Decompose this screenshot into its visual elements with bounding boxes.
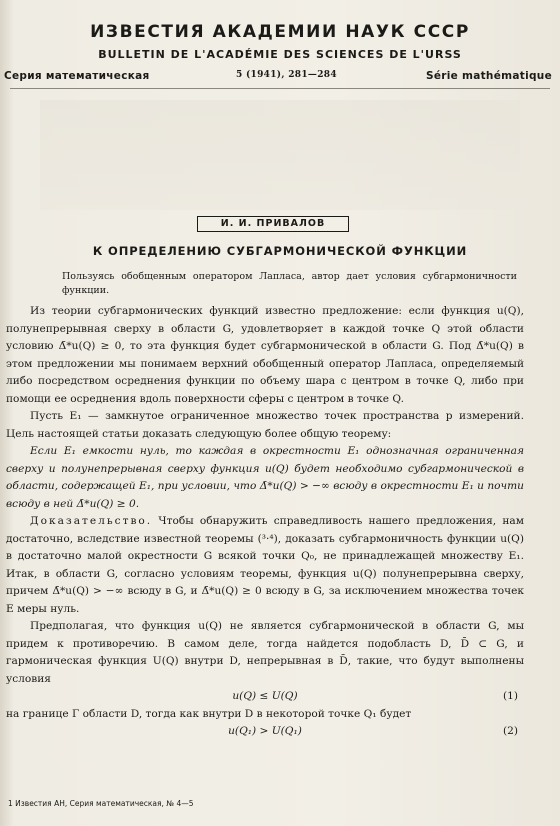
equation-1-number: (1) [502, 690, 518, 702]
paragraph-proof [6, 513, 524, 618]
paragraph-intro: Из теории субгармонических функций известно предложение: если функция u(Q), полунепрерывная сверху в области G, удовлетворяет в каждой точке Q этой области условию Δ̄*u(Q) ≥ 0, то эта функция будет субгармонической в области G. Под Δ̄*u(Q) в этом предложении мы понимаем верхний обобщенный оператор Лапласа, определяемый либо посредством осреднения функции по объему шара с центром в точке Q, либо при помощи ее осреднения вдоль поверхности сферы с центром в точке Q. [6, 305, 524, 405]
show-through-area [40, 100, 520, 210]
equation-1 [6, 688, 524, 706]
equation-2 [6, 723, 524, 741]
equation-2-formula: u(Q₁) > U(Q₁) [228, 725, 302, 737]
article-title: К ОПРЕДЕЛЕНИЮ СУБГАРМОНИЧЕСКОЙ ФУНКЦИИ [92, 244, 468, 258]
series-fr: Série mathématique [425, 70, 552, 82]
footer-marker: 1 [8, 799, 13, 808]
footer-note [8, 799, 194, 808]
abstract: Пользуясь обобщенным оператором Лапласа, автор дает условия субгармоничности функции. [62, 271, 517, 296]
proof-heading: Доказательство. [30, 515, 153, 527]
issue-info: 5 (1941), 281—284 [236, 70, 337, 80]
paragraph-goal: Пусть E₁ — замкнутое ограниченное множество точек пространства p измерений. Цель настоящей статьи доказать следующую более общую теорему: [6, 410, 524, 440]
author-name: И. И. ПРИВАЛОВ [197, 216, 349, 232]
equation-2-number: (2) [502, 725, 518, 737]
theorem-statement: Если E₁ емкости нуль, то каждая в окрестности E₁ однозначная ограниченная сверху и полунепрерывная сверху функция u(Q) будет необходимо субгармонической в области, содержащей E₁, при условии, что Δ̄*u(Q) > −∞ всюду в окрестности E₁ и почти всюду в ней Δ̄*u(Q) ≥ 0. [6, 445, 524, 510]
paragraph-boundary: на границе Γ области D, тогда как внутри D в некоторой точке Q₁ будет [6, 707, 412, 720]
proof-text: Чтобы обнаружить справедливость нашего предложения, нам достаточно, вследствие известной теоремы (³·⁴), доказать субгармоничность функции u(Q) в достаточно малой окрестности G всякой точки Q₀, не принадлежащей множеству E₁. Итак, в области G, согласно условиям теоремы, функция u(Q) полунепрерывна сверху, причем Δ̄*u(Q) > −∞ всюду в G, и Δ̄*u(Q) ≥ 0 всюду в G, за исключением множества точек E меры нуль. [6, 515, 524, 615]
article-body [6, 303, 524, 741]
footer-text: Известия АН, Серия математическая, № 4—5 [15, 799, 194, 808]
equation-1-formula: u(Q) ≤ U(Q) [232, 690, 298, 702]
header-rule [10, 88, 550, 89]
journal-title-fr: BULLETIN DE L'ACADÉMIE DES SCIENCES DE L'URSS [98, 48, 462, 61]
series-ru: Серия математическая [4, 70, 150, 82]
journal-title-ru: ИЗВЕСТИЯ АКАДЕМИИ НАУК СССР [90, 22, 470, 42]
paragraph-contradiction: Предполагая, что функция u(Q) не является субгармонической в области G, мы придем к противоречию. В самом деле, тогда найдется подобласть D, D̄ ⊂ G, и гармоническая функция U(Q) внутри D, непрерывная в D̄, такие, что будут выполнены условия [6, 620, 524, 685]
